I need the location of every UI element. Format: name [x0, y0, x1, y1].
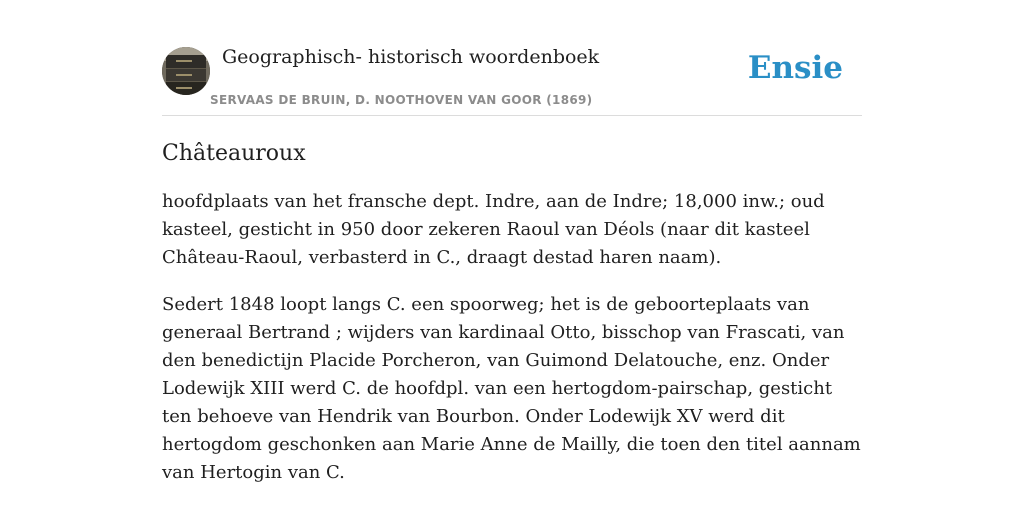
entry-title: Châteauroux: [162, 141, 306, 166]
book-title[interactable]: Geographisch- historisch woordenboek: [222, 46, 600, 68]
book-cover-icon[interactable]: [162, 47, 210, 95]
entry-paragraph: hoofdplaats van het fransche dept. Indre, aan de Indre; 18,000 inw.; oud kasteel, gesticht in 950 door zekeren Raoul van Déols (naar dit kasteel Château-Raoul, verbasterd in C., draagt destad haren naam).: [162, 191, 825, 268]
entry-header: [162, 40, 862, 116]
entry-paragraph: Sedert 1848 loopt langs C. een spoorweg; het is de geboorteplaats van generaal Bertrand ; wijders van kardinaal Otto, bisschop van Frascati, van den benedictijn Placide Porcheron, van Guimond Delatouche, enz. Onder Lodewijk XIII werd C. de hoofdpl. van een hertogdom-pairschap, gesticht ten behoeve van Hendrik van Bourbon. Onder Lodewijk XV werd dit hertogdom geschonken aan Marie Anne de Mailly, die toen den titel aannam van Hertogin van C.: [162, 294, 861, 483]
entry-body: [162, 188, 862, 487]
brand-logo[interactable]: Ensie: [747, 50, 843, 86]
entry-card: [162, 40, 862, 487]
book-authors: SERVAAS DE BRUIN, D. NOOTHOVEN VAN GOOR (1869): [210, 93, 593, 107]
